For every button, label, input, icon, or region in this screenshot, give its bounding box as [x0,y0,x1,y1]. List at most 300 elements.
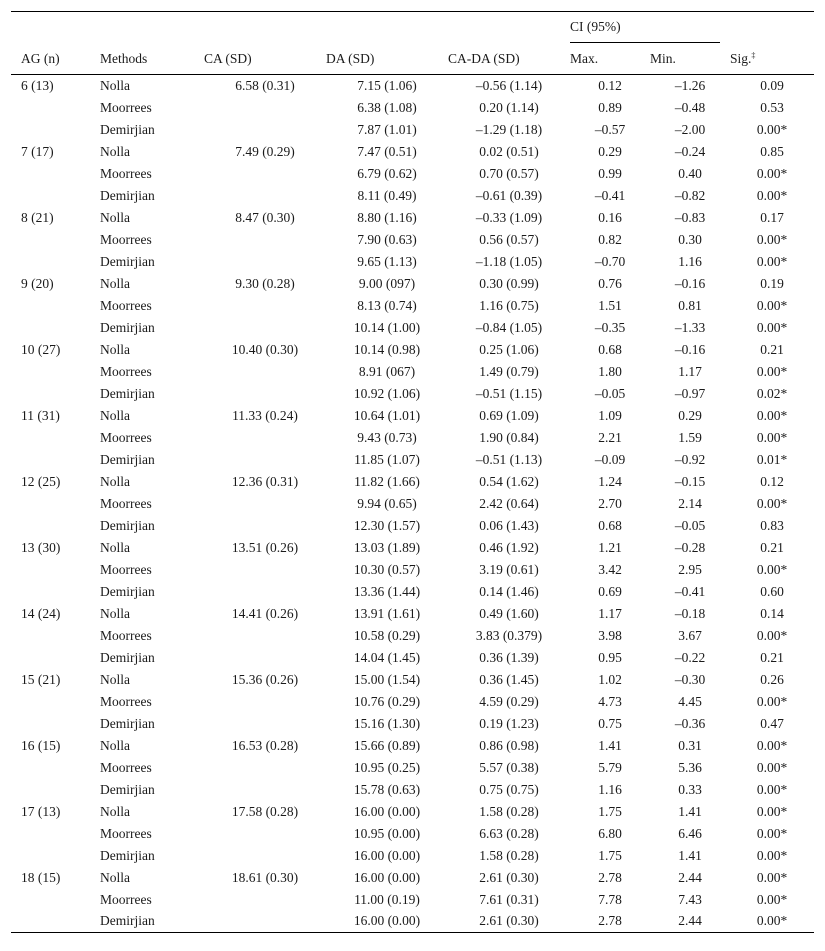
cell-ci-max: 0.29 [598,143,622,159]
cell-sig: 0.00* [756,825,788,841]
cell-ci-max: 1.51 [598,297,622,313]
cell-sig: 0.21 [760,649,784,665]
cell-age-group [11,97,100,119]
cell-ca-da: 0.14 (1.46) [479,583,539,599]
cell-age-group [11,845,100,867]
cell-ca-da: 0.86 (0.98) [479,737,539,753]
cell-method: Moorrees [100,693,152,709]
cell-ca-da: 3.83 (0.379) [475,627,543,643]
cell-age-group [11,691,100,713]
cell-ci-min: 1.59 [678,429,702,445]
cell-method: Nolla [100,605,130,621]
cell-da: 16.00 (0.00) [353,869,421,885]
col-header-methods: Methods [100,43,204,75]
cell-da: 11.82 (1.66) [354,473,420,489]
cell-ci-max: –0.05 [594,385,626,401]
cell-ci-max: 0.12 [598,78,622,94]
cell-da: 16.00 (0.00) [353,803,421,819]
cell-ca [204,845,326,867]
cell-ci-max: –0.57 [594,121,626,137]
cell-da: 15.16 (1.30) [353,715,421,731]
cell-method: Moorrees [100,891,152,907]
cell-da: 10.14 (1.00) [353,319,421,335]
cell-sig: 0.00* [756,561,788,577]
cell-age-group: 15 (21) [21,671,61,687]
cell-age-group [11,647,100,669]
cell-ci-min: 0.29 [678,407,702,423]
table-row [11,405,814,427]
cell-ca-da: 0.06 (1.43) [479,517,539,533]
cell-method: Nolla [100,671,130,687]
table-row [11,735,814,757]
cell-method: Moorrees [100,429,152,445]
cell-ca-da: 0.25 (1.06) [479,341,539,357]
cell-ci-max: 1.41 [598,737,622,753]
cell-ca-da: –0.61 (0.39) [475,187,543,203]
cell-da: 7.15 (1.06) [357,78,417,94]
table-row [11,383,814,405]
cell-ca-da: 0.70 (0.57) [479,165,539,181]
cell-sig: 0.14 [760,605,784,621]
col-header-ca: CA (SD) [204,43,326,75]
cell-ci-min: –0.15 [674,473,706,489]
col-header-ag: AG (n) [11,43,100,75]
cell-da: 15.00 (1.54) [353,671,421,687]
cell-ci-max: 7.78 [598,891,622,907]
cell-ci-max: 1.09 [598,407,622,423]
cell-ci-min: 7.43 [678,891,702,907]
cell-da: 16.00 (0.00) [353,847,421,863]
table-row [11,361,814,383]
cell-ca-da: 0.54 (1.62) [479,473,539,489]
cell-ci-max: 0.95 [598,649,622,665]
ci-group-label: CI (95%) [570,19,621,34]
cell-ca [204,317,326,339]
cell-age-group [11,889,100,911]
cell-ca: 6.58 (0.31) [235,78,295,94]
cell-ca-da: 0.19 (1.23) [479,715,539,731]
cell-ca-da: 2.42 (0.64) [479,495,539,511]
cell-sig: 0.00* [756,319,788,335]
table-row [11,295,814,317]
cell-ca-da: 0.30 (0.99) [479,275,539,291]
cell-method: Nolla [100,407,130,423]
cell-sig: 0.00* [756,495,788,511]
cell-ci-min: 1.16 [678,253,702,269]
cell-da: 10.14 (0.98) [353,341,421,357]
cell-sig: 0.26 [760,671,784,687]
cell-ci-max: 0.99 [598,165,622,181]
cell-ci-max: 0.68 [598,341,622,357]
cell-ci-min: 1.17 [678,363,702,379]
cell-ci-min: 1.41 [678,803,702,819]
cell-age-group [11,427,100,449]
results-table [11,11,814,933]
cell-da: 15.78 (0.63) [353,781,421,797]
cell-sig: 0.00* [756,187,788,203]
cell-sig: 0.09 [760,78,784,94]
cell-ci-max: 2.78 [598,869,622,885]
cell-ci-max: 4.73 [598,693,622,709]
cell-ci-min: –0.30 [674,671,706,687]
cell-ci-max: 1.16 [598,781,622,797]
cell-ci-min: 0.33 [678,781,702,797]
cell-method: Moorrees [100,363,152,379]
cell-ca-da: 1.58 (0.28) [479,803,539,819]
cell-age-group: 14 (24) [21,605,61,621]
cell-ci-min: –0.83 [674,209,706,225]
cell-ci-min: –1.26 [674,78,706,94]
cell-age-group: 9 (20) [21,275,54,291]
cell-da: 11.85 (1.07) [354,451,420,467]
cell-da: 15.66 (0.89) [353,737,421,753]
cell-sig: 0.53 [760,99,784,115]
cell-ci-min: –0.92 [674,451,706,467]
cell-sig: 0.00* [756,429,788,445]
cell-method: Demirjian [100,253,155,269]
cell-ca [204,911,326,933]
table-row [11,603,814,625]
cell-ca: 14.41 (0.26) [231,605,299,621]
cell-ca-da: 0.75 (0.75) [479,781,539,797]
cell-da: 8.80 (1.16) [357,209,417,225]
cell-method: Demirjian [100,517,155,533]
cell-method: Moorrees [100,561,152,577]
cell-da: 10.95 (0.25) [353,759,421,775]
cell-ci-max: 0.69 [598,583,622,599]
cell-da: 10.92 (1.06) [353,385,421,401]
table-row [11,229,814,251]
cell-method: Demirjian [100,781,155,797]
cell-age-group: 18 (15) [21,869,61,885]
cell-sig: 0.00* [756,407,788,423]
cell-method: Demirjian [100,715,155,731]
cell-ca: 7.49 (0.29) [235,143,295,159]
cell-age-group: 13 (30) [21,539,61,555]
cell-age-group [11,361,100,383]
col-header-ca-da: CA-DA (SD) [448,43,570,75]
cell-method: Demirjian [100,385,155,401]
sig-footnote-mark: ‡ [751,50,756,60]
cell-ca [204,427,326,449]
table-row [11,713,814,735]
cell-age-group: 16 (15) [21,737,61,753]
cell-ca: 9.30 (0.28) [235,275,295,291]
table-row [11,757,814,779]
cell-da: 8.91 (067) [358,363,416,379]
cell-ca [204,691,326,713]
cell-ci-min: –0.28 [674,539,706,555]
cell-ci-max: 3.98 [598,627,622,643]
table-row [11,427,814,449]
cell-ci-min: –0.24 [674,143,706,159]
cell-ci-min: –0.48 [674,99,706,115]
cell-ca-da: 6.63 (0.28) [479,825,539,841]
cell-ci-min: –1.33 [674,319,706,335]
cell-age-group [11,383,100,405]
cell-ci-min: 6.46 [678,825,702,841]
cell-age-group [11,295,100,317]
cell-method: Moorrees [100,297,152,313]
cell-method: Demirjian [100,847,155,863]
cell-sig: 0.00* [756,121,788,137]
cell-ci-max: 0.76 [598,275,622,291]
cell-ci-min: 0.31 [678,737,702,753]
ci-group-header [570,12,730,43]
cell-da: 10.58 (0.29) [353,627,421,643]
cell-sig: 0.02* [756,385,788,401]
cell-ca [204,581,326,603]
cell-da: 9.65 (1.13) [357,253,417,269]
table-row [11,207,814,229]
cell-age-group [11,185,100,207]
cell-sig: 0.00* [756,869,788,885]
cell-ca-da: 0.02 (0.51) [479,143,539,159]
cell-da: 13.03 (1.89) [353,539,421,555]
cell-ca [204,449,326,471]
cell-da: 9.00 (097) [358,275,416,291]
cell-age-group: 17 (13) [21,803,61,819]
cell-ci-min: 0.81 [678,297,702,313]
cell-ca-da: 0.69 (1.09) [479,407,539,423]
cell-da: 7.47 (0.51) [357,143,417,159]
cell-da: 10.30 (0.57) [353,561,421,577]
cell-ca [204,625,326,647]
cell-ca-da: 2.61 (0.30) [479,869,539,885]
cell-method: Nolla [100,473,130,489]
cell-ci-max: –0.35 [594,319,626,335]
table-row [11,75,814,97]
cell-age-group [11,559,100,581]
cell-sig: 0.00* [756,891,788,907]
cell-ca-da: –1.18 (1.05) [475,253,543,269]
cell-method: Nolla [100,869,130,885]
table-row [11,625,814,647]
cell-age-group: 11 (31) [21,407,60,423]
cell-sig: 0.00* [756,737,788,753]
cell-ca-da: 0.20 (1.14) [479,99,539,115]
cell-sig: 0.17 [760,209,784,225]
cell-method: Moorrees [100,825,152,841]
cell-ci-max: 0.75 [598,715,622,731]
cell-ca [204,713,326,735]
cell-ci-max: 0.82 [598,231,622,247]
cell-da: 13.36 (1.44) [353,583,421,599]
cell-age-group [11,317,100,339]
table-row [11,493,814,515]
cell-da: 10.76 (0.29) [353,693,421,709]
cell-da: 6.79 (0.62) [357,165,417,181]
cell-sig: 0.12 [760,473,784,489]
cell-sig: 0.00* [756,693,788,709]
cell-ci-min: –0.18 [674,605,706,621]
table-row [11,823,814,845]
table-row [11,559,814,581]
cell-ci-max: 0.16 [598,209,622,225]
cell-da: 13.91 (1.61) [353,605,421,621]
cell-method: Moorrees [100,99,152,115]
cell-sig: 0.00* [756,627,788,643]
cell-ca-da: –0.51 (1.15) [475,385,543,401]
cell-sig: 0.85 [760,143,784,159]
cell-da: 12.30 (1.57) [353,517,421,533]
cell-ca: 18.61 (0.30) [231,869,299,885]
cell-ca: 10.40 (0.30) [231,341,299,357]
cell-method: Nolla [100,143,130,159]
table-row [11,449,814,471]
cell-ci-max: 5.79 [598,759,622,775]
cell-ca [204,559,326,581]
cell-ca [204,295,326,317]
cell-age-group [11,119,100,141]
cell-age-group [11,493,100,515]
cell-ci-max: 1.21 [598,539,622,555]
cell-ci-min: 3.67 [678,627,702,643]
cell-age-group [11,581,100,603]
cell-da: 6.38 (1.08) [357,99,417,115]
cell-ca: 11.33 (0.24) [232,407,298,423]
cell-ca-da: –1.29 (1.18) [475,121,543,137]
cell-method: Nolla [100,803,130,819]
cell-sig: 0.00* [730,911,814,933]
table-row [11,867,814,889]
cell-da: 9.94 (0.65) [357,495,417,511]
cell-sig: 0.60 [760,583,784,599]
cell-sig: 0.00* [756,231,788,247]
table-row [11,141,814,163]
table-row [11,889,814,911]
cell-method: Demirjian [100,121,155,137]
table-row [11,845,814,867]
cell-ci-max: 2.70 [598,495,622,511]
cell-sig: 0.21 [760,539,784,555]
col-header-min: Min. [650,43,730,75]
cell-ca-da: –0.84 (1.05) [475,319,543,335]
cell-ca-da: 1.49 (0.79) [479,363,539,379]
cell-method: Demirjian [100,319,155,335]
cell-ci-min: –0.41 [674,583,706,599]
cell-ci-min: –0.22 [674,649,706,665]
table-row [11,691,814,713]
cell-ca-da: 4.59 (0.29) [479,693,539,709]
cell-method: Moorrees [100,165,152,181]
cell-method: Nolla [100,539,130,555]
cell-ci-max: 2.21 [598,429,622,445]
cell-ca [204,97,326,119]
cell-ca [204,757,326,779]
cell-sig: 0.00* [756,297,788,313]
cell-ca [204,493,326,515]
cell-age-group [11,229,100,251]
cell-ca-da: 1.90 (0.84) [479,429,539,445]
cell-da: 10.95 (0.00) [353,825,421,841]
sig-label: Sig. [730,50,752,66]
table-row [11,185,814,207]
cell-method: Demirjian [100,649,155,665]
cell-age-group [11,823,100,845]
cell-ca-da: 0.36 (1.45) [479,671,539,687]
cell-ca-da: 0.36 (1.39) [479,649,539,665]
cell-ci-max: 1.75 [598,847,622,863]
cell-method: Nolla [100,737,130,753]
cell-ca [204,185,326,207]
table-body [11,75,814,933]
table-row [11,669,814,691]
cell-age-group: 8 (21) [21,209,54,225]
cell-ci-min: –0.97 [674,385,706,401]
cell-ci-min: –0.05 [674,517,706,533]
cell-da: 10.64 (1.01) [353,407,421,423]
cell-ci-min: –0.16 [674,275,706,291]
cell-age-group [11,251,100,273]
cell-age-group [11,515,100,537]
cell-ci-max: 1.24 [598,473,622,489]
cell-ca: 17.58 (0.28) [231,803,299,819]
cell-method: Moorrees [100,627,152,643]
cell-ci-min: 2.95 [678,561,702,577]
cell-ci-min: 2.44 [678,869,702,885]
cell-ca [204,361,326,383]
cell-ca [204,119,326,141]
cell-sig: 0.00* [756,759,788,775]
cell-method: Nolla [100,78,130,94]
cell-ca [204,251,326,273]
cell-method: Nolla [100,275,130,291]
cell-method: Demirjian [100,187,155,203]
cell-ca [204,889,326,911]
cell-da: 8.11 (0.49) [357,187,417,203]
cell-ci-min: –0.16 [674,341,706,357]
cell-method: Moorrees [100,231,152,247]
cell-da: 14.04 (1.45) [353,649,421,665]
cell-ca-da: 1.16 (0.75) [479,297,539,313]
cell-ci-max: 6.80 [598,825,622,841]
cell-ca: 16.53 (0.28) [231,737,299,753]
cell-age-group [11,911,100,933]
cell-ci-max: 0.68 [598,517,622,533]
cell-ca-da: 2.61 (0.30) [448,911,570,933]
cell-ca-da: –0.56 (1.14) [475,78,543,94]
cell-age-group: 12 (25) [21,473,61,489]
cell-ca [204,647,326,669]
cell-da: 16.00 (0.00) [326,911,448,933]
table-row [11,581,814,603]
cell-ca-da: 0.46 (1.92) [479,539,539,555]
cell-ci-min: –0.82 [674,187,706,203]
cell-ci-max: 2.78 [570,911,650,933]
cell-method: Demirjian [100,583,155,599]
cell-da: 7.90 (0.63) [357,231,417,247]
cell-ca-da: 1.58 (0.28) [479,847,539,863]
cell-ca [204,515,326,537]
cell-ci-max: –0.70 [594,253,626,269]
cell-sig: 0.00* [756,781,788,797]
cell-sig: 0.00* [756,803,788,819]
table-row [11,339,814,361]
cell-age-group: 10 (27) [21,341,61,357]
table-row [11,97,814,119]
cell-method: Nolla [100,209,130,225]
cell-ca-da: 7.61 (0.31) [479,891,539,907]
cell-ca-da: 5.57 (0.38) [479,759,539,775]
cell-ci-min: –2.00 [674,121,706,137]
cell-ca-da: –0.51 (1.13) [475,451,543,467]
cell-age-group: 7 (17) [21,143,54,159]
cell-sig: 0.00* [756,363,788,379]
cell-method: Demirjian [100,911,204,933]
cell-ca-da: 3.19 (0.61) [479,561,539,577]
cell-ca-da: 0.49 (1.60) [479,605,539,621]
